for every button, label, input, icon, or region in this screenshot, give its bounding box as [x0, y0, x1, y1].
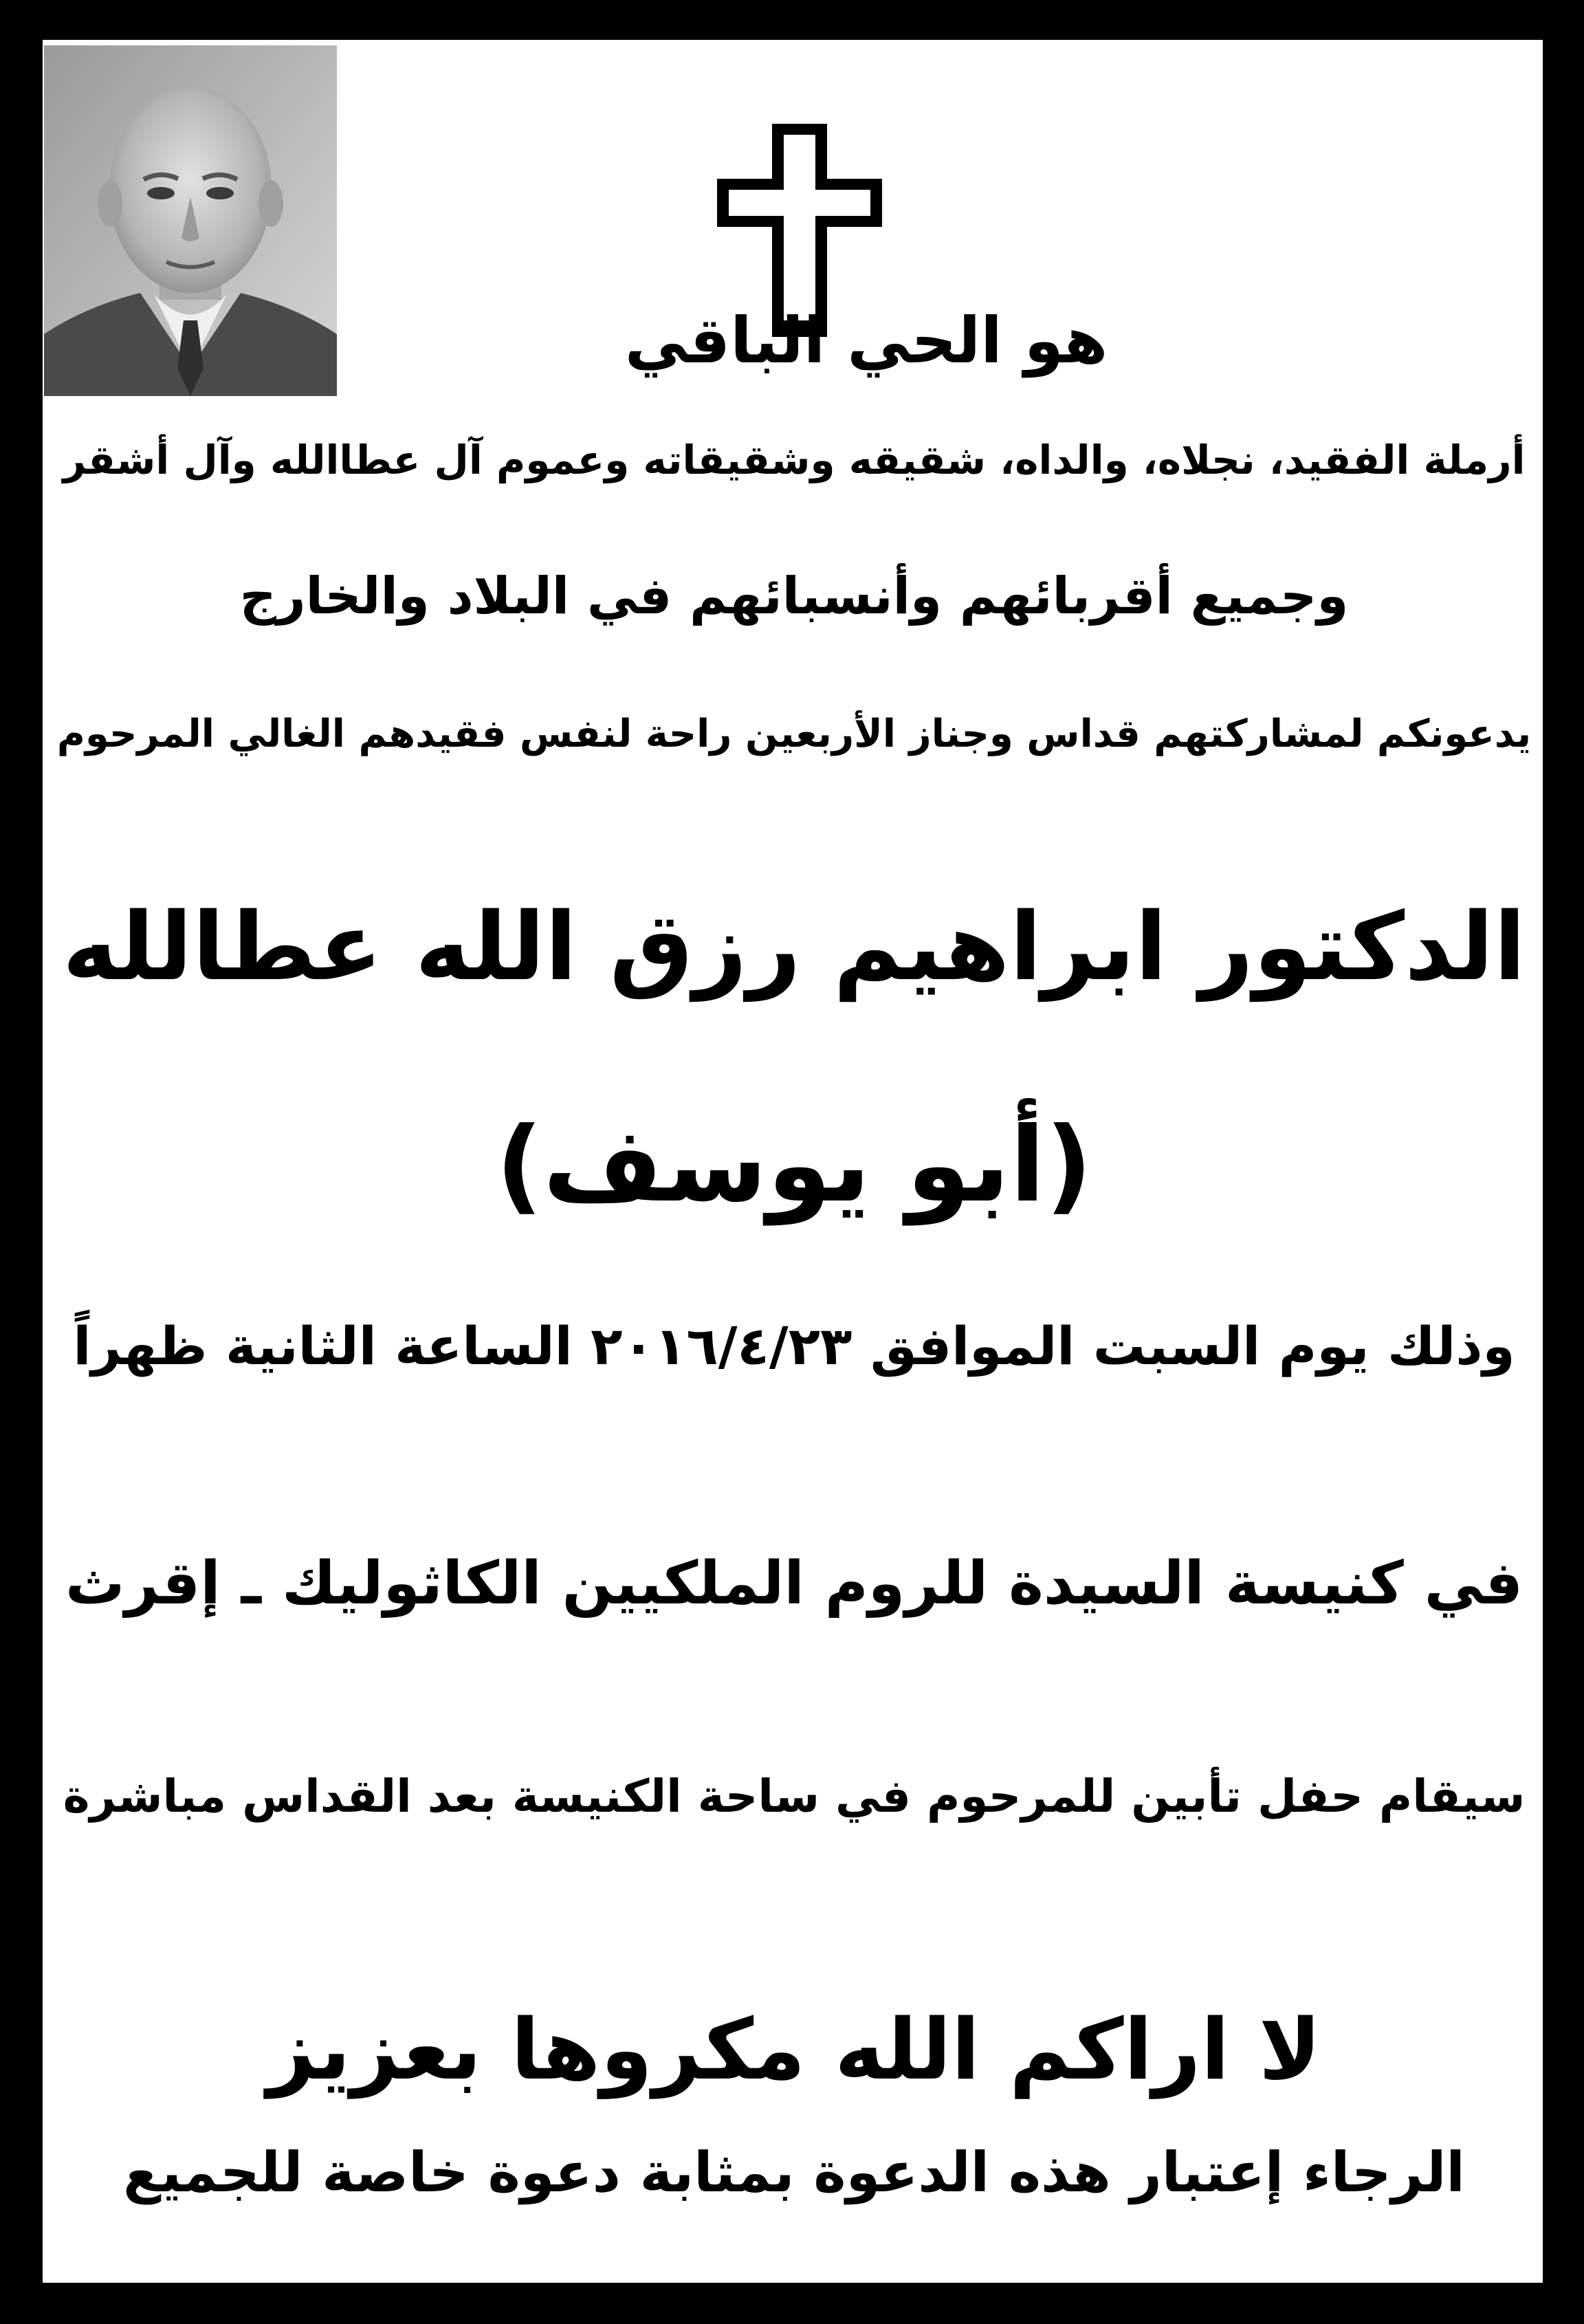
- closing-note: الرجاء إعتبار هذه الدعوة بمثابة دعوة خاصة للجميع: [123, 2140, 1465, 2204]
- motto-heading: هو الحي الباقي: [624, 304, 1108, 377]
- border-top: [0, 0, 1584, 40]
- date-time-text: وذلك يوم السبت الموافق ٢٠١٦/٤/٢٣ الساعة الثانية ظهراً: [73, 1315, 1515, 1377]
- location-text: في كنيسة السيدة للروم الملكيين الكاثوليك ـ إقرث: [65, 1549, 1524, 1618]
- invitation-text: يدعونكم لمشاركتهم قداس وجناز الأربعين راحة لنفس فقيدهم الغالي المرحوم: [56, 712, 1532, 756]
- border-bottom: [0, 2283, 1584, 2324]
- family-line-2: وجميع أقربائهم وأنسبائهم في البلاد والخارج: [239, 567, 1349, 626]
- border-right: [1543, 0, 1584, 2324]
- memorial-text: سيقام حفل تأبين للمرحوم في ساحة الكنيسة بعد القداس مباشرة: [63, 1770, 1526, 1823]
- border-left: [0, 0, 43, 2324]
- deceased-name: الدكتور ابراهيم رزق الله عطالله: [62, 893, 1526, 1002]
- portrait-photo: [44, 45, 337, 396]
- family-line-1: أرملة الفقيد، نجلاه، والداه، شقيقه وشقيقاته وعموم آل عطاالله وآل أشقر: [63, 437, 1526, 483]
- deceased-nickname: (أبو يوسف): [496, 1106, 1092, 1225]
- blessing-text: لا اراكم الله مكروها بعزيز: [267, 2001, 1321, 2098]
